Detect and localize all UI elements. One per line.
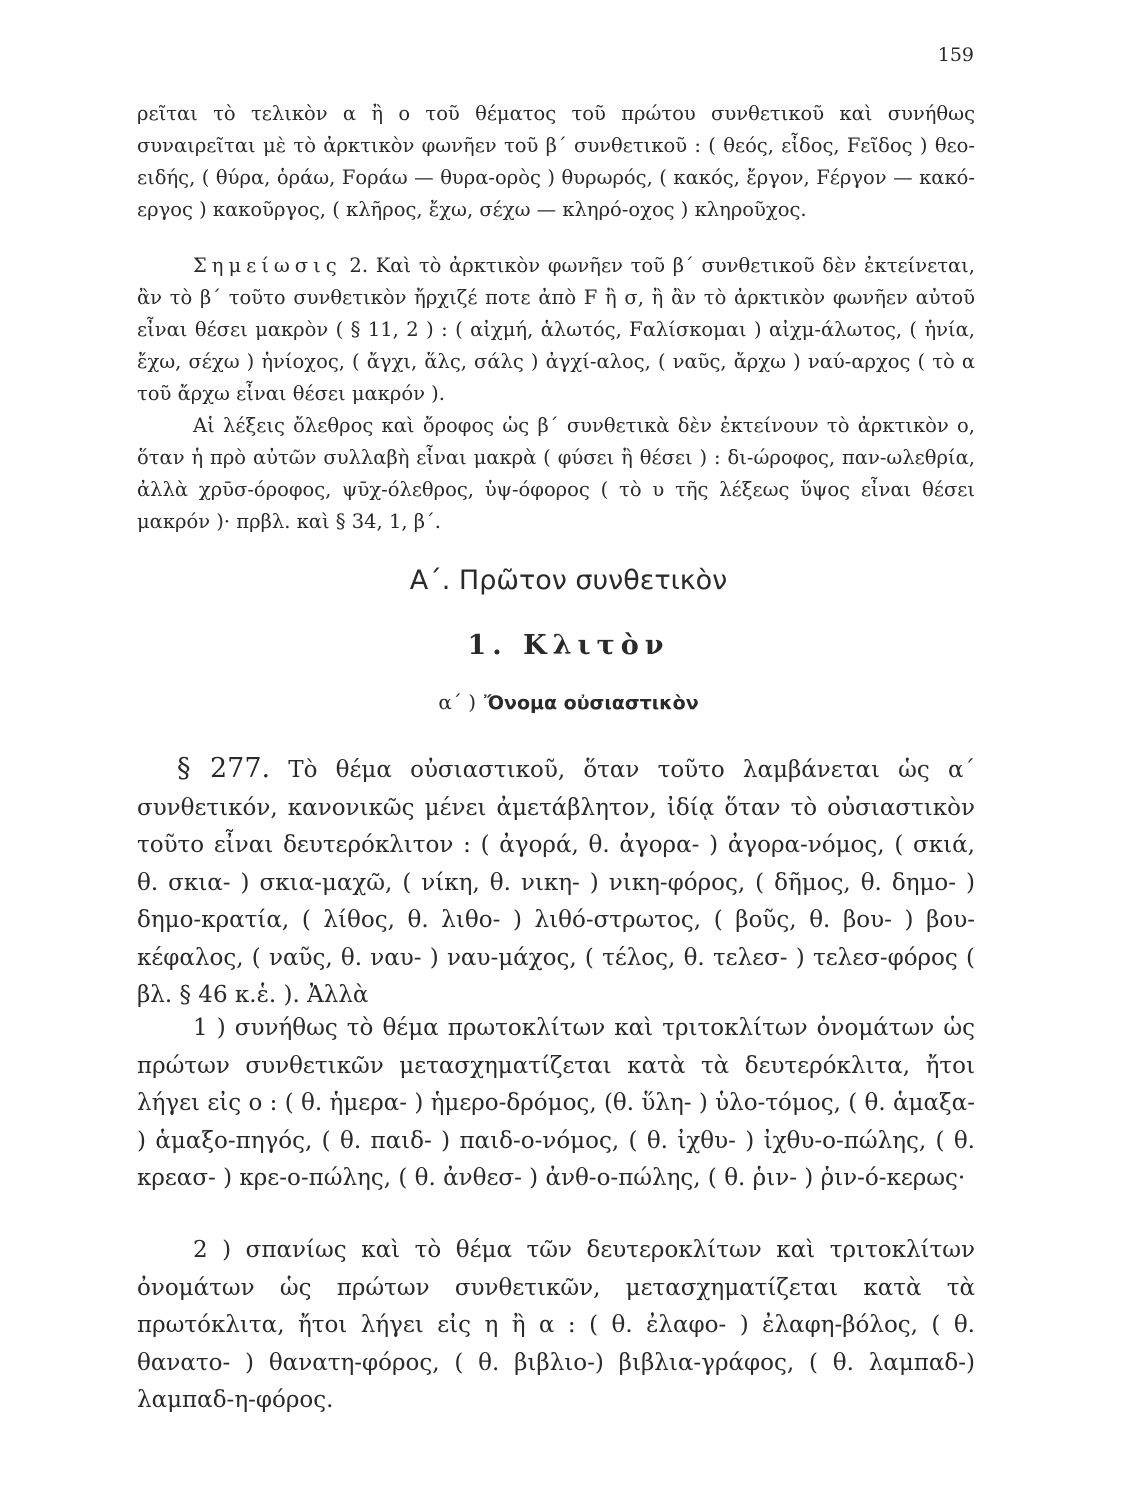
section-heading: 1. Κλιτὸν (467, 630, 670, 661)
section-277-paragraph (137, 750, 975, 1015)
note-continuation: Αἱ λέξεις ὄλεθρος καὶ ὄροφος ὡς β΄ συνθετικὰ δὲν ἐκτείνουν τὸ ἀρκτικὸν ο, ὅταν ἡ πρὸ αὐτῶν συλλαβὴ εἶναι μακρὰ ( φύσει ἢ θέσει ) : δι-ώροφος, παν-ωλεθρία, ἀλλὰ χρῡσ-όροφος, ψῡχ-όλεθρος, ὑψ-όφορος ( τὸ υ τῆς λέξεως ὕψος εἶναι θέσει μακρόν )· πρβλ. καὶ § 34, 1, β΄. (137, 414, 975, 533)
subsection-marker: α΄ ) (438, 690, 477, 714)
item-1-paragraph: 1 ) συνήθως τὸ θέμα πρωτοκλίτων καὶ τριτοκλίτων ὀνομάτων ὡς πρώτων συνθετικῶν μετασχηματίζεται κατὰ τὰ δευτερόκλιτα, ἤτοι λήγει εἰς ο : ( θ. ἡμερα- ) ἡμερο-δρόμος, (θ. ὕλη- ) ὑλο-τόμος, ( θ. ἁμαξα- ) ἁμαξο-πηγός, ( θ. παιδ- ) παιδ-ο-νόμος, ( θ. ἰχθυ- ) ἰχθυ-ο-πώλης, ( θ. κρεασ- ) κρε-ο-πώλης, ( θ. ἀνθεσ- ) ἀνθ-ο-πώλης, ( θ. ῥιν- ) ῥιν-ό-κερως· (137, 1015, 975, 1191)
subsection-heading (0, 690, 1137, 714)
intro-paragraph: ρεῖται τὸ τελικὸν α ἢ ο τοῦ θέματος τοῦ πρώτου συνθετικοῦ καὶ συνήθως συναιρεῖται μὲ τὸ ἀρκτικὸν φωνῆεν τοῦ β΄ συνθετικοῦ : ( θεός, εἶδος, Fεῖδος ) θεο-ειδής, ( θύρα, ὁράω, Fοράω — θυρα-ορὸς ) θυρωρός, ( κακός, ἔργον, Fέργον — κακό-εργος ) κακοῦργος, ( κλῆρος, ἔχω, σέχω — κληρό-οχος ) κληροῦχος. (137, 102, 975, 221)
note-text: 2. Καὶ τὸ ἀρκτικὸν φωνῆεν τοῦ β΄ συνθετικοῦ δὲν ἐκτείνεται, ἂν τὸ β΄ τοῦτο συνθετικὸν ἤρχιζέ ποτε ἀπὸ F ἢ σ, ἢ ἂν τὸ ἀρκτικὸν φωνῆεν αὐτοῦ εἶναι θέσει μακρὸν ( § 11, 2 ) : ( αἰχμή, ἁλωτός, Fαλίσκομαι ) αἰχμ-άλωτος, ( ἡνία, ἔχω, σέχω ) ἡνίοχος, ( ἄγχι, ἅλς, σάλς ) ἀγχί-αλος, ( ναῦς, ἄρχω ) ναύ-αρχος ( τὸ α τοῦ ἄρχω εἶναι θέσει μακρόν ). (137, 254, 976, 405)
note-paragraph (137, 250, 975, 410)
page-number: 159 (937, 44, 974, 66)
item-2-paragraph: 2 ) σπανίως καὶ τὸ θέμα τῶν δευτεροκλίτων καὶ τριτοκλίτων ὀνομάτων ὡς πρώτων συνθετικῶν, μετασχηματίζεται κατὰ τὰ πρωτόκλιτα, ἤτοι λήγει εἰς η ἢ α : ( θ. ἐλαφο- ) ἐλαφη-βόλος, ( θ. θανατο- ) θανατη-φόρος, ( θ. βιβλιο-) βιβλια-γράφος, ( θ. λαμπαδ-) λαμπαδ-η-φόρος. (137, 1237, 975, 1413)
subsection-title: Ὄνομα οὐσιαστικὸν (484, 692, 699, 714)
section-text: Τὸ θέμα οὐσιαστικοῦ, ὅταν τοῦτο λαμβάνεται ὡς α΄ συνθετικόν, κανονικῶς μένει ἀμετάβλητον, ἰδίᾳ ὅταν τὸ οὐσιαστικὸν τοῦτο εἶναι δευτερόκλιτον : ( ἀγορά, θ. ἀγορα- ) ἀγορα-νόμος, ( σκιά, θ. σκια- ) σκια-μαχῶ, ( νίκη, θ. νικη- ) νικη-φόρος, ( δῆμος, θ. δημο- ) δημο-κρατία, ( λίθος, θ. λιθο- ) λιθό-στρωτος, ( βοῦς, θ. βου- ) βου-κέφαλος, ( ναῦς, θ. ναυ- ) ναυ-μάχος, ( τέλος, θ. τελεσ- ) τελεσ-φόρος ( βλ. § 46 κ.ἑ. ). Ἀλλὰ (137, 757, 976, 1008)
part-heading: Α΄. Πρῶτον συνθετικὸν (409, 565, 728, 596)
section-number: § 277. (177, 753, 271, 784)
note-label: Σημείωσις (193, 254, 342, 277)
